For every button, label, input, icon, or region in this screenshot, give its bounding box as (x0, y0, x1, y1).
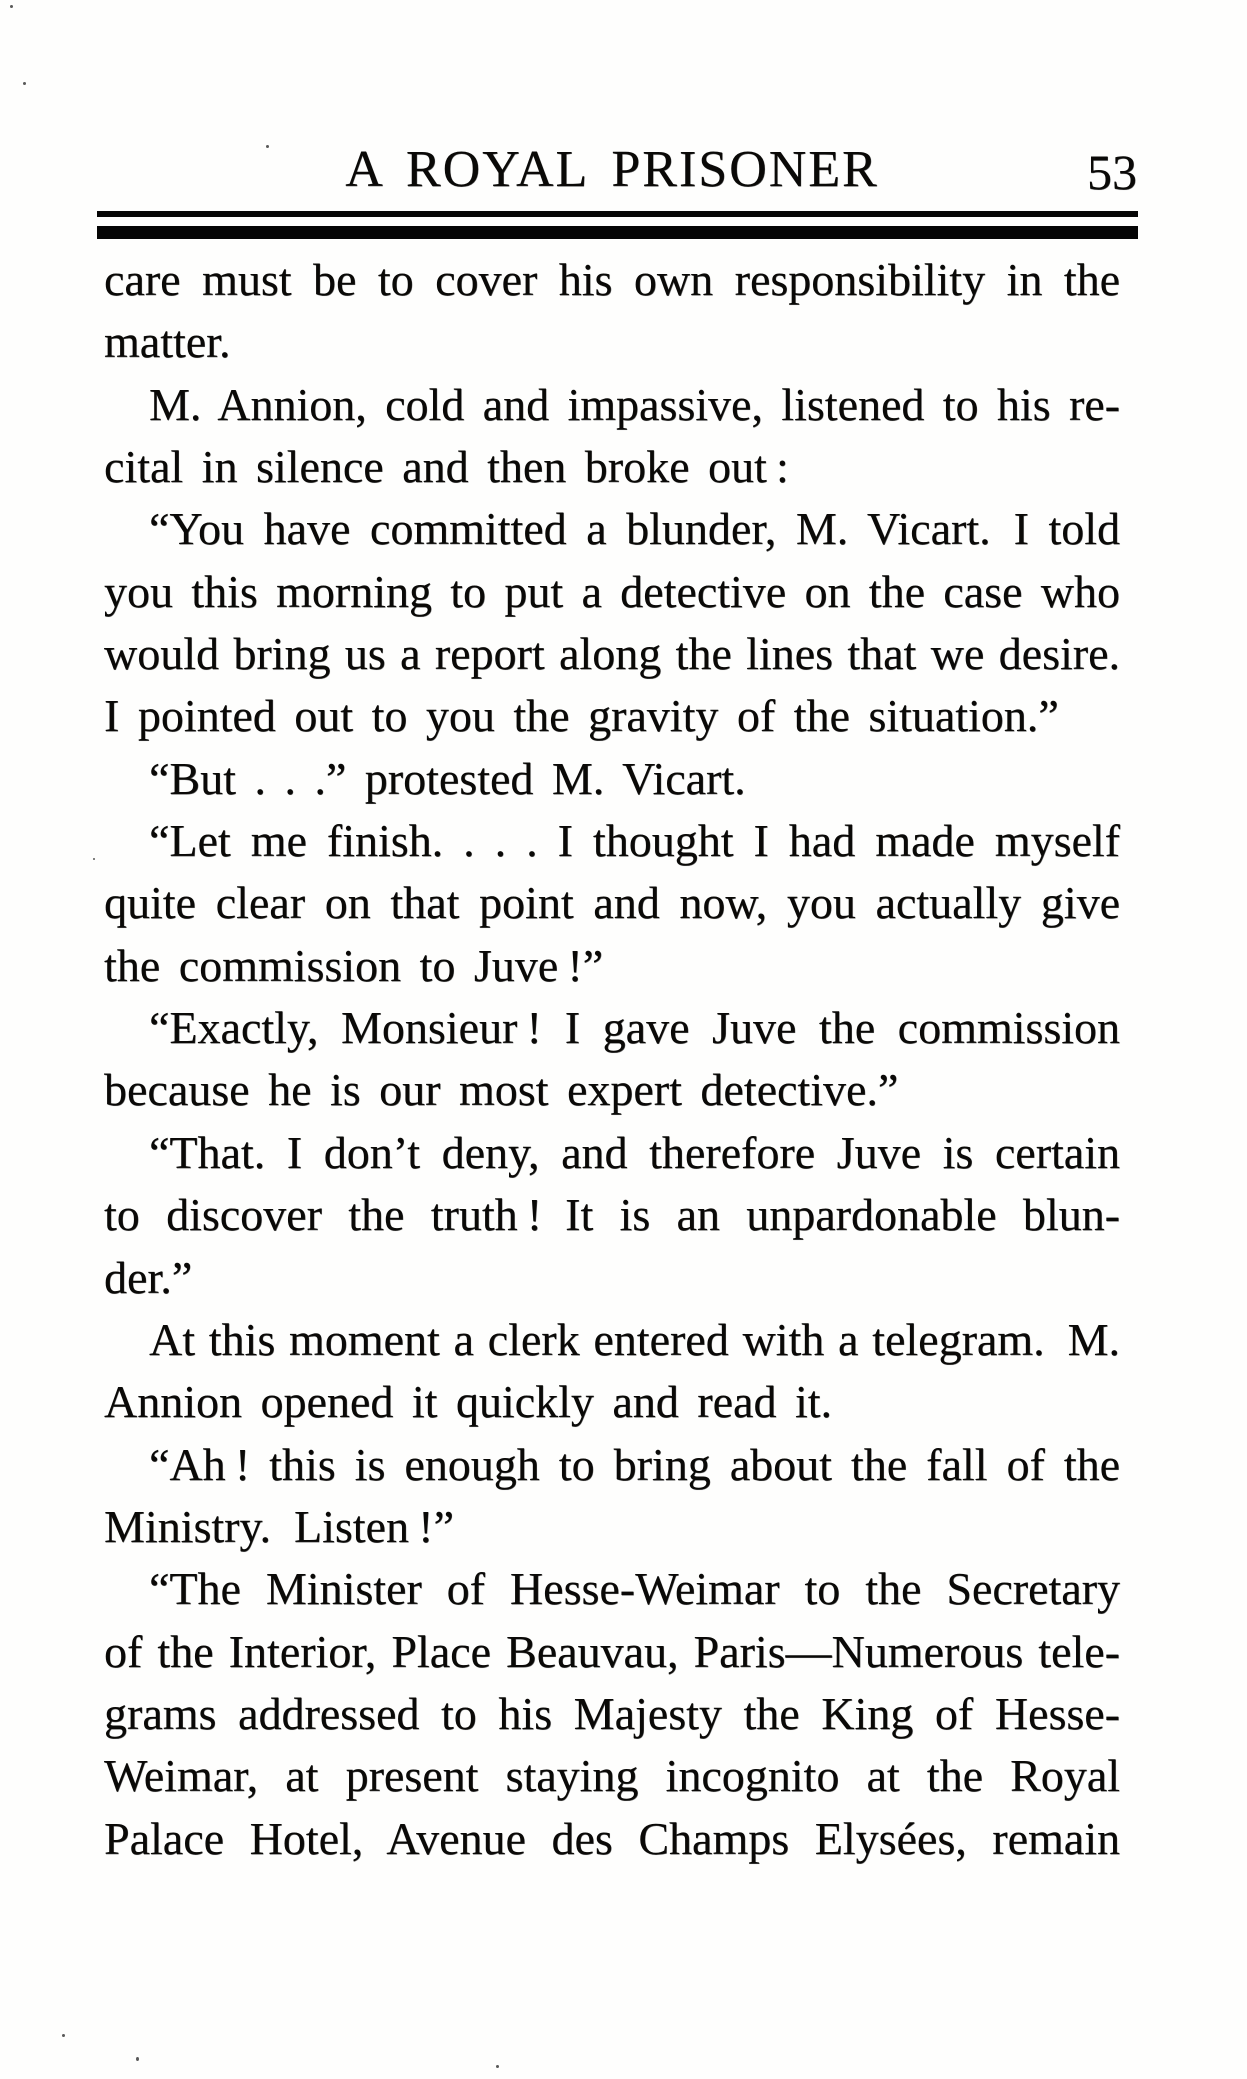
text-line: At this moment a clerk entered with a telegram. M. (149, 1313, 1120, 1365)
scan-speck (136, 2057, 139, 2061)
header-rule-thick (97, 226, 1138, 239)
text-line: because he is our most expert detective.” (104, 1064, 899, 1116)
text-line: “But . . .” protested M. Vicart. (149, 752, 746, 804)
text-line: “Exactly, Monsieur ! I gave Juve the commission (149, 1002, 1120, 1054)
text-line: to discover the truth ! It is an unpardonable blun- (104, 1189, 1120, 1241)
text-line: der.” (104, 1251, 193, 1303)
scan-speck (10, 5, 13, 8)
scan-speck (266, 145, 269, 148)
scan-speck (23, 82, 26, 85)
text-line: care must be to cover his own responsibility in the (104, 254, 1120, 305)
text-line: matter. (104, 316, 231, 368)
text-line: M. Annion, cold and impassive, listened to his re- (149, 378, 1120, 430)
scan-speck (93, 858, 95, 860)
body-text (104, 249, 1120, 1870)
text-line: grams addressed to his Majesty the King of Hesse- (104, 1687, 1120, 1739)
text-line: cital in silence and then broke out : (104, 441, 789, 493)
text-line: Annion opened it quickly and read it. (104, 1376, 833, 1428)
text-line: the commission to Juve !” (104, 939, 604, 991)
text-line: “Ah ! this is enough to bring about the fall of the (149, 1438, 1120, 1490)
header-rule-thin (97, 211, 1138, 217)
running-head-title: A ROYAL PRISONER (345, 141, 879, 198)
page-number: 53 (1087, 144, 1137, 200)
scan-speck (496, 2065, 499, 2068)
scan-speck (62, 2034, 65, 2037)
text-line: Weimar, at present staying incognito at the Royal (104, 1750, 1120, 1802)
text-line: I pointed out to you the gravity of the situation.” (104, 690, 1059, 742)
text-line: “That. I don’t deny, and therefore Juve is certain (149, 1126, 1120, 1178)
text-line: “The Minister of Hesse-Weimar to the Secretary (149, 1563, 1120, 1615)
text-line: of the Interior, Place Beauvau, Paris—Numerous tele- (104, 1625, 1120, 1677)
text-line: you this morning to put a detective on the case who (104, 565, 1120, 617)
text-line: “Let me finish. . . . I thought I had made myself (149, 815, 1120, 867)
text-line: Ministry. Listen !” (104, 1500, 454, 1552)
text-line: “You have committed a blunder, M. Vicart. I told (149, 503, 1120, 555)
text-line: quite clear on that point and now, you actually give (104, 877, 1120, 929)
text-line: Palace Hotel, Avenue des Champs Elysées, remain (104, 1812, 1120, 1864)
text-line: would bring us a report along the lines that we desire. (104, 628, 1120, 680)
